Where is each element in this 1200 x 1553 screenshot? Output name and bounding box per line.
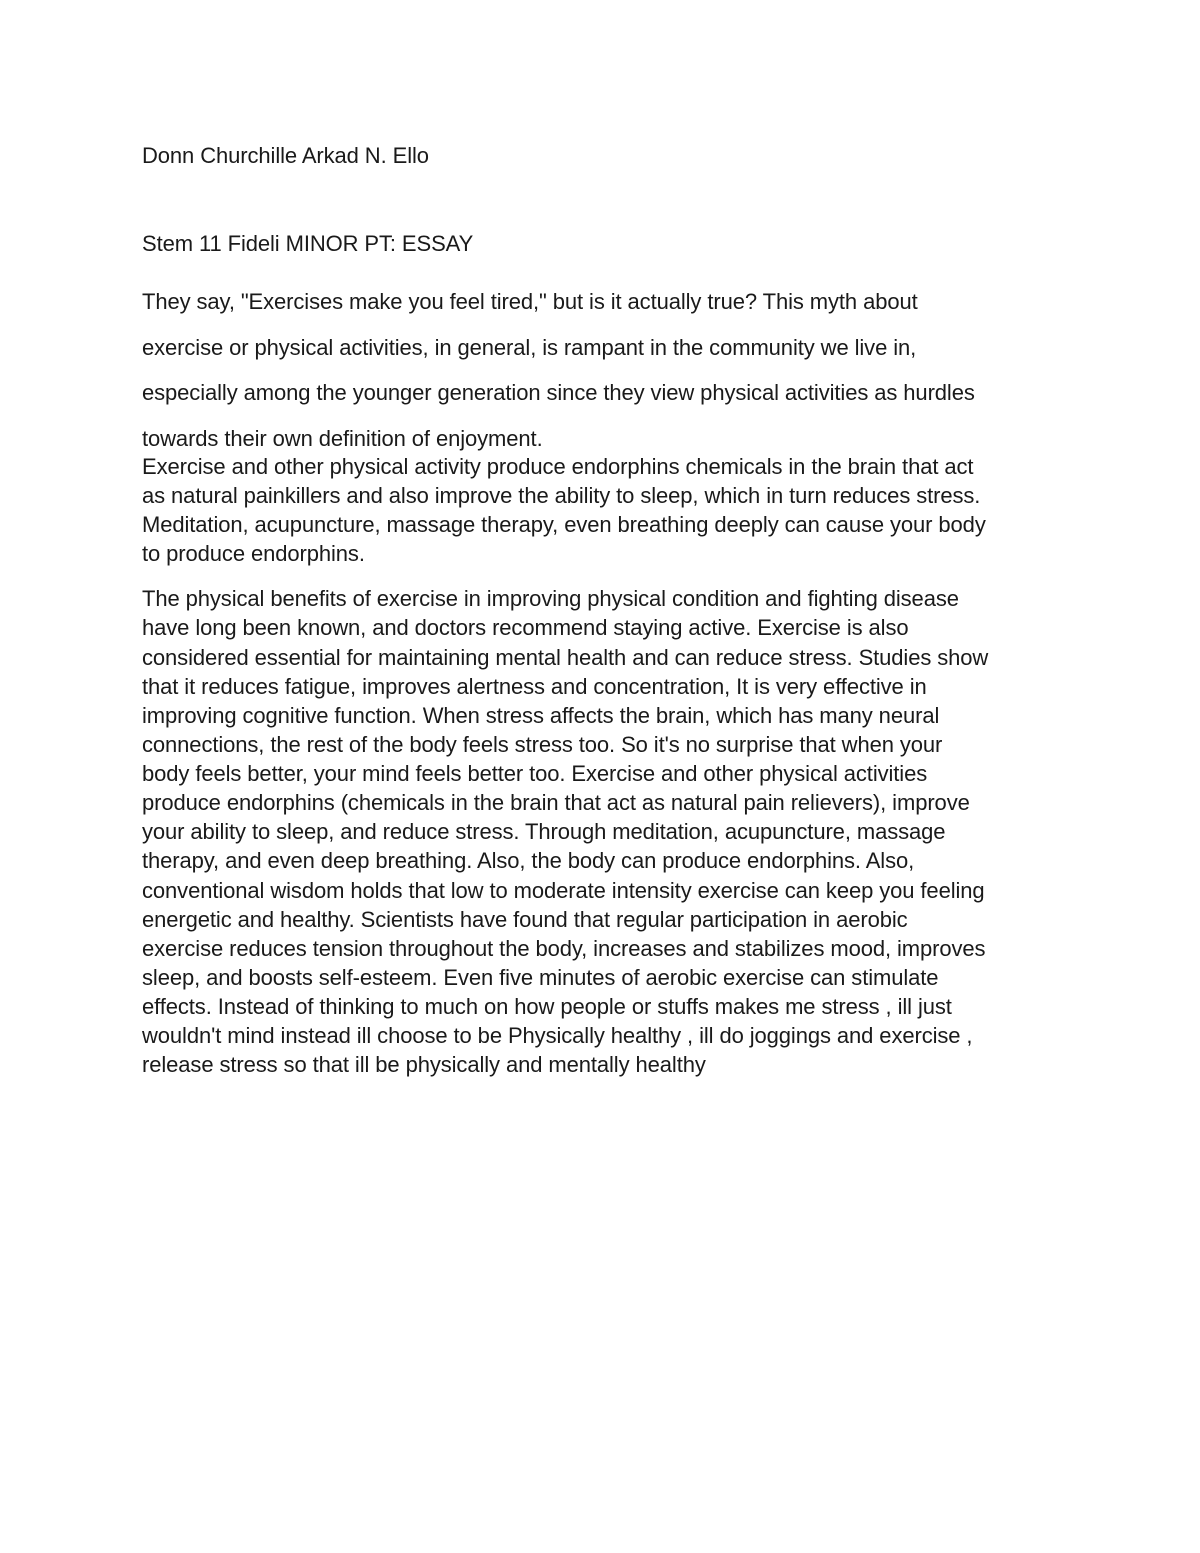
paragraph-3-line: exercise reduces tension throughout the body, increases and stabilizes mood, improves [142, 936, 986, 961]
paragraph-3-line: sleep, and boosts self-esteem. Even five minutes of aerobic exercise can stimulate [142, 965, 939, 990]
paragraph-3-line: your ability to sleep, and reduce stress. Through meditation, acupuncture, massage [142, 819, 946, 844]
paragraph-3-line: that it reduces fatigue, improves alertness and concentration, It is very effective in [142, 674, 927, 699]
paragraph-3-line: energetic and healthy. Scientists have found that regular participation in aerobic [142, 907, 908, 932]
paragraph-1-line: They say, "Exercises make you feel tired," but is it actually true? This myth about [142, 289, 918, 314]
paragraph-3-line: produce endorphins (chemicals in the brain that act as natural pain relievers), improve [142, 790, 970, 815]
paragraph-3-line: effects. Instead of thinking to much on how people or stuffs makes me stress , ill just [142, 994, 952, 1019]
paragraph-2-line: as natural painkillers and also improve the ability to sleep, which in turn reduces stress. [142, 483, 981, 508]
paragraph-1-line: especially among the younger generation since they view physical activities as hurdles [142, 380, 975, 405]
class-and-title: Stem 11 Fideli MINOR PT: ESSAY [142, 231, 474, 256]
paragraph-3-line: release stress so that ill be physically and mentally healthy [142, 1052, 706, 1077]
paragraph-1-line: exercise or physical activities, in general, is rampant in the community we live in, [142, 335, 917, 360]
paragraph-3-line: improving cognitive function. When stress affects the brain, which has many neural [142, 703, 940, 728]
paragraph-1-line: towards their own definition of enjoyment. [142, 426, 543, 451]
paragraph-3-line: therapy, and even deep breathing. Also, the body can produce endorphins. Also, [142, 848, 915, 873]
paragraph-3-line: have long been known, and doctors recommend staying active. Exercise is also [142, 615, 909, 640]
paragraph-3-line: body feels better, your mind feels better too. Exercise and other physical activities [142, 761, 928, 786]
paragraph-2-line: Meditation, acupuncture, massage therapy, even breathing deeply can cause your body [142, 512, 986, 537]
paragraph-3-line: connections, the rest of the body feels stress too. So it's no surprise that when your [142, 732, 943, 757]
author-name: Donn Churchille Arkad N. Ello [142, 143, 429, 168]
paragraph-2-line: to produce endorphins. [142, 541, 365, 566]
paragraph-3-line: wouldn't mind instead ill choose to be Physically healthy , ill do joggings and exercise , [142, 1023, 973, 1048]
paragraph-3-line: The physical benefits of exercise in improving physical condition and fighting disease [142, 586, 959, 611]
paragraph-3-line: conventional wisdom holds that low to moderate intensity exercise can keep you feeling [142, 878, 985, 903]
paragraph-3-line: considered essential for maintaining mental health and can reduce stress. Studies show [142, 645, 989, 670]
paragraph-2-line: Exercise and other physical activity produce endorphins chemicals in the brain that act [142, 454, 974, 479]
